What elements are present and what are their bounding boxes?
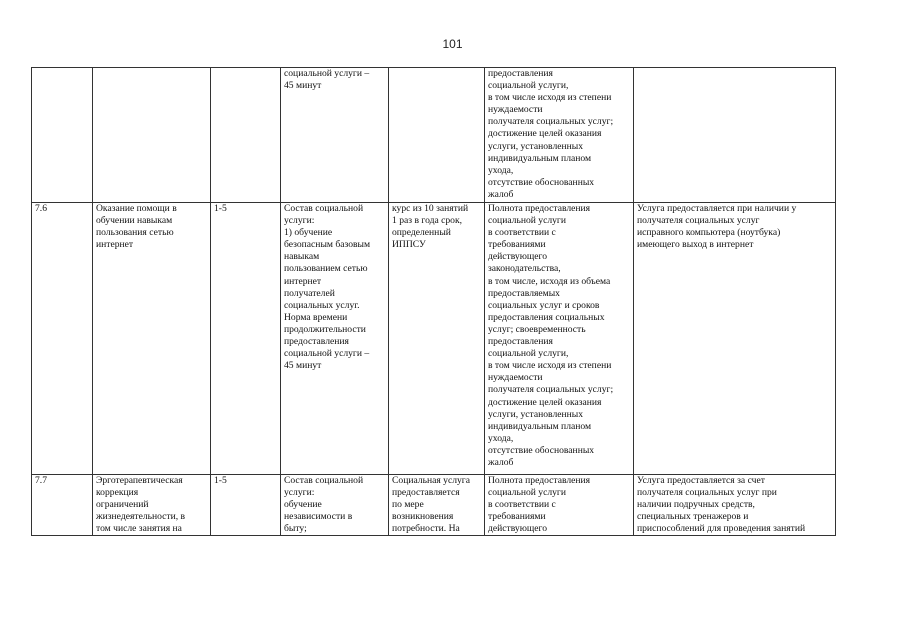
cell-service-content: социальной услуги – 45 минут [281, 68, 389, 203]
cell-service-content: Состав социальной услуги: 1) обучение безопасным базовым навыкам пользованием сетью интернет получателей социальных услуг. Норма времени продолжительности предоставления социальной услуги – 45 минут [281, 203, 389, 475]
cell-number [32, 68, 93, 203]
table-row [32, 203, 836, 475]
cell-service-name: Эрготерапевтическая коррекция ограничений жизнедеятельности, в том числе занятия на [93, 475, 211, 536]
cell-quality-indicators: предоставления социальной услуги, в том числе исходя из степени нуждаемости получателя социальных услуг; достижение целей оказания услуги, установленных индивидуальным планом ухода, отсутствие обоснованных жалоб [485, 68, 634, 203]
cell-quality-indicators: Полнота предоставления социальной услуги в соответствии с требованиями действующего [485, 475, 634, 536]
cell-recipients [211, 68, 281, 203]
cell-conditions: Услуга предоставляется при наличии у получателя социальных услуг исправного компьютера (ноутбука) имеющего выход в интернет [634, 203, 836, 475]
cell-service-terms: Социальная услуга предоставляется по мере возникновения потребности. На [389, 475, 485, 536]
page-number: 101 [442, 37, 463, 51]
cell-number: 7.7 [32, 475, 93, 536]
cell-conditions [634, 68, 836, 203]
cell-service-name: Оказание помощи в обучении навыкам пользования сетью интернет [93, 203, 211, 475]
table-row [32, 475, 836, 536]
cell-service-terms: курс из 10 занятий 1 раз в года срок, определенный ИППСУ [389, 203, 485, 475]
cell-conditions: Услуга предоставляется за счет получателя социальных услуг при наличии подручных средств, специальных тренажеров и приспособлений для проведения занятий [634, 475, 836, 536]
cell-recipients: 1-5 [211, 475, 281, 536]
service-standards-table [31, 67, 836, 536]
cell-quality-indicators: Полнота предоставления социальной услуги в соответствии с требованиями действующего законодательства, в том числе, исходя из объема предоставляемых социальных услуг и сроков предоставления социальных услуг; своевременность предоставления социальной услуги, в том числе исходя из степени нуждаемости получателя социальных услуг; достижение целей оказания услуги, установленных индивидуальным планом ухода, отсутствие обоснованных жалоб [485, 203, 634, 475]
cell-number: 7.6 [32, 203, 93, 475]
cell-recipients: 1-5 [211, 203, 281, 475]
table-row [32, 68, 836, 203]
cell-service-name [93, 68, 211, 203]
cell-service-content: Состав социальной услуги: обучение независимости в быту; [281, 475, 389, 536]
cell-service-terms [389, 68, 485, 203]
